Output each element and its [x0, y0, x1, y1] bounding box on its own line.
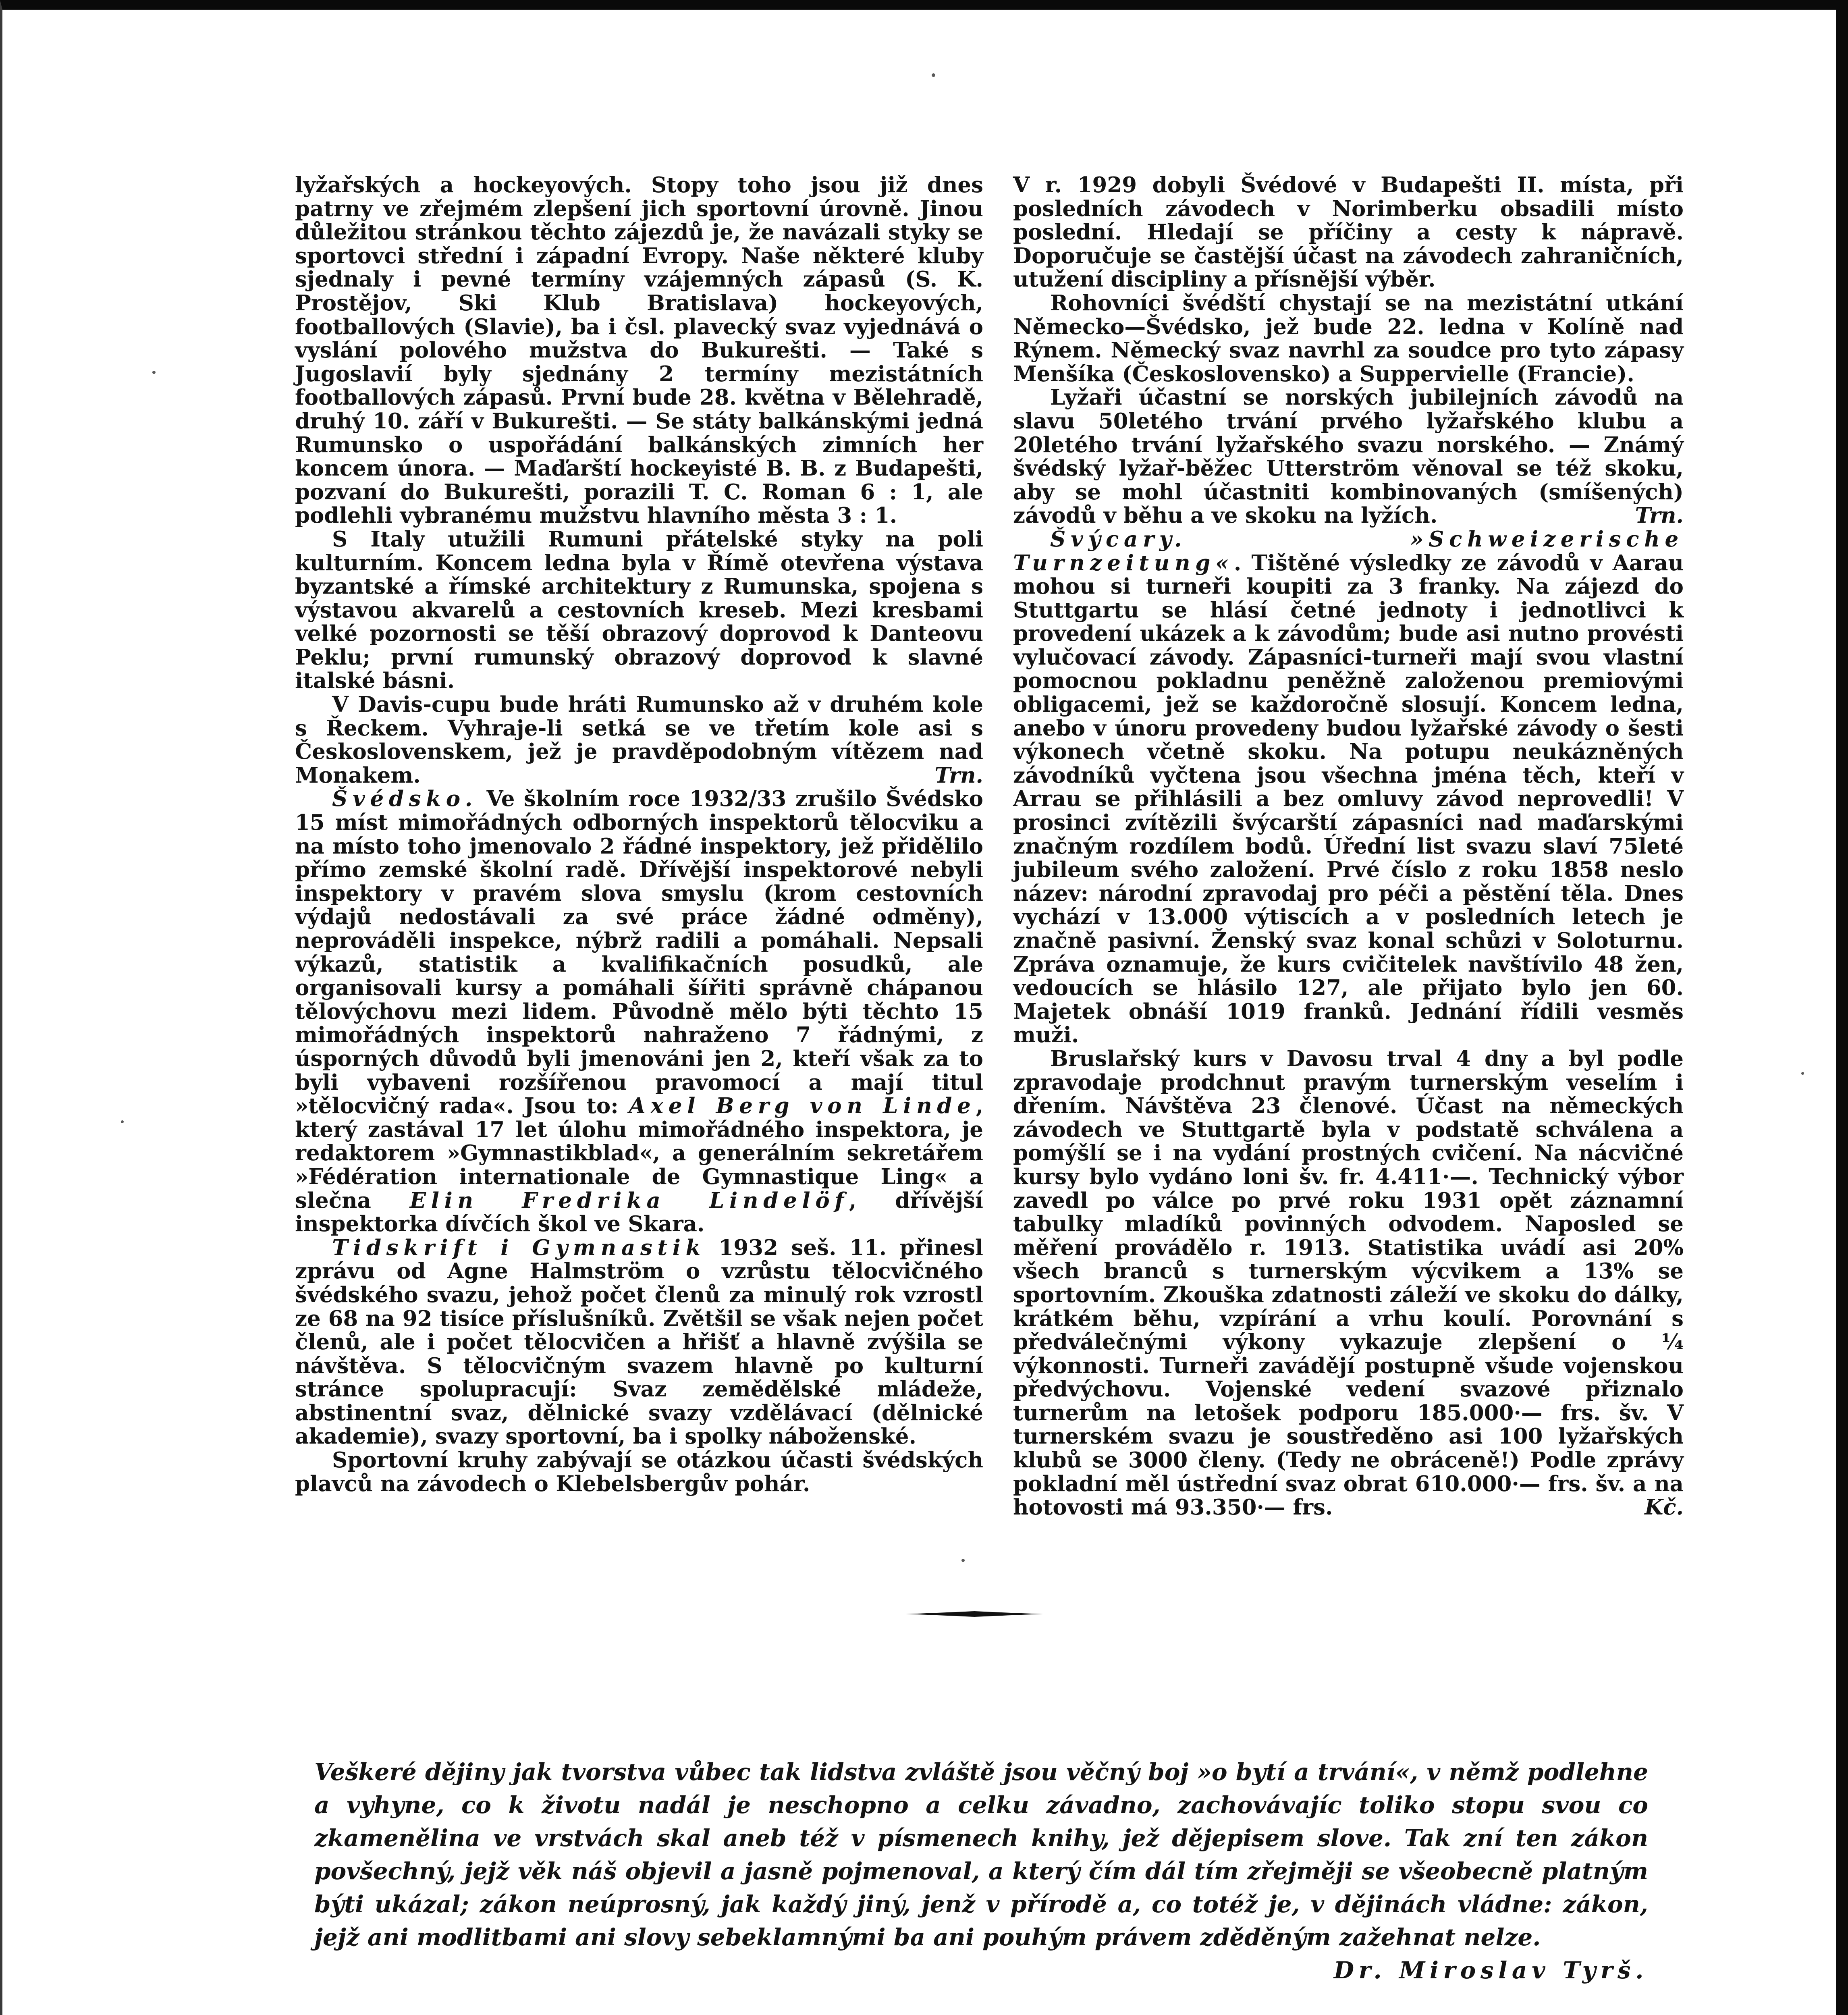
sweden-text-continued: , který zastával 17 let úlohu mimořádného inspektora, je redaktorem »Gymnastikblad«, a generálním sekretářem »Fédération internationale de Gymnastique Ling« a slečna — [295, 1093, 984, 1213]
author-signoff: Kč. — [1645, 1495, 1684, 1520]
left-column — [295, 173, 983, 1496]
paragraph-davis-cup — [295, 693, 983, 787]
paragraph-switzerland — [1013, 528, 1684, 1047]
paragraph-budapest: V r. 1929 dobyli Švédové v Budapešti II. místa, při posledních závodech v Norimberku obsadili místo poslední. Hledají se příčiny a cesty k nápravě. Doporučuje se častější účast na závodech zahraničních, utužení discipliny a přísnější výběr. — [1013, 172, 1684, 292]
section-heading-sweden: Švédsko. — [332, 786, 478, 812]
scan-speck — [932, 73, 935, 77]
scan-speck — [121, 1120, 124, 1123]
paragraph-tidskrift — [295, 1236, 983, 1448]
scan-speck — [961, 1559, 965, 1562]
paragraph-romania-italy: S Italy utužili Rumuni přátelské styky na poli kulturním. Koncem ledna byla v Římě otevřena výstava byzantské a římské architektury z Rumunska, spojena s výstavou akvarelů a cestovních kreseb. Mezi kresbami velké pozornosti se těší obrazový doprovod k Danteovu Peklu; první rumunský obrazový doprovod k slavné italské básni. — [295, 526, 983, 694]
paragraph-skating-course — [1013, 1047, 1684, 1519]
tidskrift-text: 1932 seš. 11. přinesl zprávu od Agne Halmström o vzrůstu tělocvičného švédského svazu, jehož počet členů za minulý rok vzrostl ze 68 na 92 tisíce příslušníků. Zvětšil se však nejen počet členů, ale i počet tělocvičen a hřišť a hlavně zvýšila se návštěva. S tělocvičným svazem hlavně po kulturní stránce spolupracují: Svaz zemědělské mládeže, abstinentní svaz, dělnické svazy vzdělávací (dělnické akademie), svazy sportovní, ba i spolky náboženské. — [295, 1235, 983, 1449]
tyrs-quote — [314, 1755, 1648, 1987]
scan-speck — [152, 371, 156, 374]
paragraph-skiers — [1013, 386, 1684, 528]
divider-ornament — [906, 1611, 1043, 1617]
paragraph-handball: Rohovníci švédští chystají se na mezistátní utkání Německo—Švédsko, jež bude 22. ledna v Kolíně nad Rýnem. Německý svaz navrhl za soudce pro tyto zápasy Menšíka (Československo) a Suppervielle (Francie). — [1013, 290, 1684, 386]
paragraph-romania-sports: lyžařských a hockeyových. Stopy toho jsou již dnes patrny ve zřejmém zlepšení jich sportovní úrovně. Jinou důležitou stránkou těchto zájezdů je, že navázali styky se sportovci střední i západní Evropy. Naše některé kluby sjednaly i pevné termíny vzájemných zápasů (S. K. Prostějov, Ski Klub Bratislava) hockeyových, footballových (Slavie), ba i čsl. plavecký svaz vyjednává o vyslání polového mužstva do Bukurešti. — Také s Jugoslavií byly sjednány 2 termíny mezistátních footballových zápasů. První bude 28. května v Bělehradě, druhý 10. září v Bukurešti. — Se státy balkánskými jedná Rumunsko o uspořádání balkánských zimních her koncem února. — Maďarští hockeyisté B. B. z Budapešti, pozvaní do Bukurešti, porazili T. C. Roman 6 : 1, ale podlehli vybranému mužstvu hlavního města 3 : 1. — [295, 172, 983, 528]
davis-cup-text: V Davis-cupu bude hráti Rumunsko až v druhém kole s Řeckem. Vyhraje-li setká se ve třetím kole asi s Československem, jež je pravděpodobným vítězem nad Monakem. — [295, 692, 983, 788]
skating-text: Bruslařský kurs v Davosu trval 4 dny a byl podle zpravodaje prodchnut pravým turnerským veselím i dřením. Návštěva 23 členové. Účast na německých závodech ve Stuttgartě byla v podstatě schválena a pomýšlí se i na vydání prostných cvičení. Na nácvičné kursy bylo vydáno loni šv. fr. 4.411·—. Technický výbor zavedl po válce po prvé roku 1931 opět záznamní tabulky mladíků povinných odvodem. Naposled se měření provádělo r. 1913. Statistika uvádí asi 20% všech branců s turnerským výcvikem a 13% se sportovním. Zkouška zdatnosti záleží ve skoku do dálky, krátkém běhu, vzpírání a vrhu koulí. Porovnání s předválečnými výkony vykazuje zlepšení o ¼ výkonnosti. Turneři zavádějí postupně všude vojenskou předvýchovu. Vojenské vedení svazové přiznalo turnerům na letošek podporu 185.000·— frs. šv. V turnerském svazu je soustředěno asi 100 lyžařských klubů se 3000 členy. (Tedy ne obráceně!) Podle zprávy pokladní měl ústřední svaz obrat 610.000·— frs. šv. a na hotovosti má 93.350·— frs. — [1013, 1046, 1684, 1520]
journal-title: Tidskrift i Gymnastik — [332, 1235, 706, 1260]
sweden-text: Ve školním roce 1932/33 zrušilo Švédsko 15 míst mimořádných odborných inspektorů tělocviku a na místo toho jmenovalo 2 řádné inspektory, jež přidělilo přímo zemské školní radě. Dřívější inspektorové nebyli inspektory v pravém slova smyslu (krom cestovních výdajů nedostávali za své práce žádné odměny), neprováděli inspekce, nýbrž radili a pomáhali. Nepsali výkazů, statistik a kvalifikačních posudků, ale organisovali kursy a pomáhali šířiti správně chápanou tělovýchovu mezi lidem. Původně mělo býti těchto 15 mimořádných inspektorů nahraženo 7 řádnými, z úsporných důvodů byli jmenováni jen 2, kteří však za to byli vybaveni rozšířenou pravomocí a mají titul »tělocvičný rada«. Jsou to: — [295, 786, 983, 1119]
person-name: Elin Fredrika Lindelöf — [409, 1188, 849, 1213]
quote-text: Veškeré dějiny jak tvorstva vůbec tak lidstva zvláště jsou věčný boj »o bytí a trvání«, v němž podlehne a vyhyne, co k životu nadál je neschopno a celku závadno, zachovávajíc toliko stopu svou co zkamenělina ve vrstvách skal aneb též v písmenech knihy, jež dějepisem slove. Tak zní ten zákon povšechný, jejž věk náš objevil a jasně pojmenoval, a který čím dál tím zřejměji se všeobecně platným býti ukázal; zákon neúprosný, jak každý jiný, jenž v přírodě a, co totéž je, v dějinách vládne: zákon, jejž ani modlitbami ani slovy sebeklamnými ba ani pouhým právem zděděným zažehnat nelze. — [314, 1758, 1648, 1951]
right-column — [1013, 173, 1684, 1519]
section-heading-switzerland: Švýcary. — [1050, 526, 1187, 552]
paragraph-sweden-inspectors — [295, 787, 983, 1236]
journal-title: »Schweizerische Turnzeitung« — [1013, 526, 1684, 575]
author-signoff: Trn. — [1635, 503, 1684, 528]
quote-author: Dr. Miroslav Tyrš. — [1333, 1957, 1648, 1984]
author-signoff: Trn. — [934, 762, 983, 788]
scan-speck — [1801, 1072, 1804, 1075]
sweden-text-end: , dřívější inspektorka dívčích škol ve Skara. — [295, 1188, 983, 1237]
paragraph-swimmers: Sportovní kruhy zabývají se otázkou účasti švédských plavců na závodech o Klebelsbergův pohár. — [295, 1448, 983, 1496]
person-name: Axel Berg von Linde — [629, 1093, 976, 1119]
skiers-text: Lyžaři účastní se norských jubilejních závodů na slavu 50letého trvání prvého lyžařského klubu a 20letého trvání lyžařského svazu norského. — Známý švédský lyžař-běžec Utterström věnoval se též skoku, aby se mohl účastniti kombinovaných (smíšených) závodů v běhu a ve skoku na lyžích. — [1013, 385, 1684, 528]
switzerland-text: . Tištěné výsledky ze závodů v Aarau mohou si turneři koupiti za 3 franky. Na zájezd do Stuttgartu se hlásí četné jednoty i jednotlivci k provedení ukázek a k závodům; bude asi nutno provésti vylučovací závody. Zápasníci-turneři mají svou vlastní pomocnou pokladnu peněžně založenou premiovými obligacemi, jež se každoročně slosují. Koncem ledna, anebo v únoru provedeny budou lyžařské závody o šesti výkonech včetně skoku. Na potupu neukázněných závodníků vyčtena jsou všechna jména těch, kteří v Arrau se přihlásili a bez omluvy závod neprovedli! V prosinci zvítězili švýcarští zápasníci nad maďarskými značným rozdílem bodů. Úřední list svazu slaví 75leté jubileum svého založení. Prvé číslo z roku 1858 neslo název: národní zpravodaj pro péči a pěstění těla. Dnes vychází v 13.000 výtiscích a v posledních letech je značně pasivní. Ženský svaz konal schůzi v Soloturnu. Zpráva oznamuje, že kurs cvičitelek navštívilo 48 žen, vedoucích se hlásilo 127, ale přijato bylo jen 60. Majetek obnáší 1019 franků. Jednání řídili vesměs muži. — [1013, 550, 1684, 1048]
